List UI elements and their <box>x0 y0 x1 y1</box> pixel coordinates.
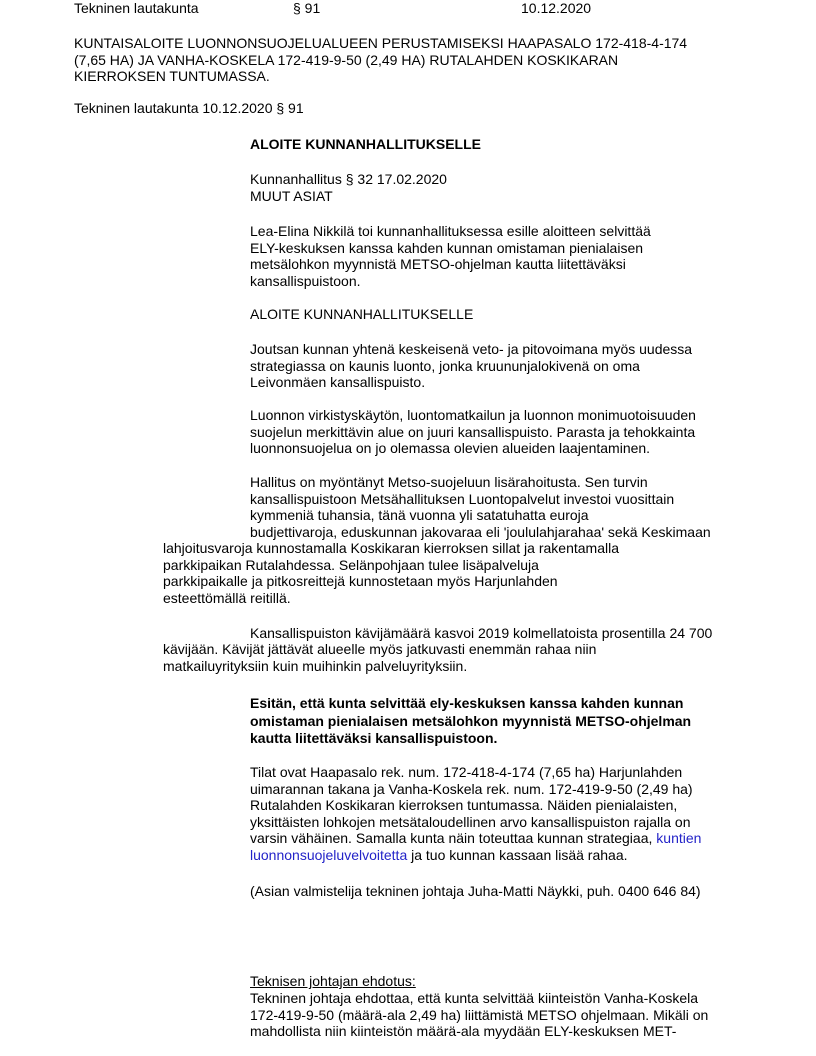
paragraph-3-outdented <box>163 540 619 606</box>
proposal-line: Esitän, että kunta selvittää ely-keskuksen kanssa kahden kunnan <box>250 695 684 711</box>
para4-first-line: Kansallispuiston kävijämäärä kasvoi 2019 kolmellatoista prosentilla 24 700 <box>250 625 713 641</box>
details-line: Tilat ovat Haapasalo rek. num. 172-418-4-174 (7,65 ha) Harjunlahden <box>250 764 683 780</box>
initiative-heading: ALOITE KUNNANHALLITUKSELLE <box>250 136 481 152</box>
intro-line: Lea-Elina Nikkilä toi kunnanhallituksessa esille aloitteen selvittää <box>250 223 651 239</box>
paragraph-4 <box>163 641 596 674</box>
para4-line: matkailuyrityksiin kuin muihinkin palveluyrityksiin. <box>163 657 468 674</box>
details-text: ja tuo kunnan kassaan lisää rahaa. <box>407 846 628 863</box>
intro-line: ELY-keskuksen kanssa kahden kunnan omistaman pienialaisen <box>250 239 644 256</box>
paragraph-3-indented <box>250 474 711 540</box>
title-line: KIERROKSEN TUNTUMASSA. <box>74 68 270 84</box>
para3-line: kymmeniä tuhansia, tänä vuonna yli satatuhatta euroja <box>250 507 589 523</box>
document-title <box>74 35 687 85</box>
para1-line: strategiassa on kaunis luonto, jonka kruununjalokivenä on oma <box>250 357 640 374</box>
paragraph-1 <box>250 341 692 391</box>
para4-line: kävijään. Kävijät jättävät alueelle myös jatkuvasti enemmän rahaa niin <box>163 641 597 657</box>
intro-paragraph <box>250 223 651 289</box>
para3-line: kansallispuistoon Metsähallituksen Luontopalvelut investoi vuosittain <box>250 490 675 507</box>
header-section: § 91 <box>293 0 321 16</box>
paragraph-2 <box>250 407 696 457</box>
header-date: 10.12.2020 <box>521 0 592 16</box>
para2-line: luonnonsuojelua on jo olemassa olevien alueiden laajentaminen. <box>250 440 651 456</box>
para3-line: esteettömällä reitillä. <box>163 589 291 606</box>
proposal-text-line: mahdollista niin kiinteistön määrä-ala myydään ELY-keskuksen MET- <box>250 1023 677 1039</box>
details-line: uimarannan takana ja Vanha-Koskela rek. num. 172-419-9-50 (2,49 ha) <box>250 780 693 797</box>
proposal-line: omistaman pienialaisen metsälohkon myynnistä METSO-ohjelman <box>250 712 692 729</box>
intro-line: kansallispuistoon. <box>250 272 361 289</box>
board-ref-line: MUUT ASIAT <box>250 187 333 204</box>
proposal-text-line: Tekninen johtaja ehdottaa, että kunta selvittää kiinteistön Vanha-Koskela <box>250 990 699 1006</box>
title-line: KUNTAISALOITE LUONNONSUOJELUALUEEN PERUSTAMISEKSI HAAPASALO 172-418-4-174 <box>74 35 688 51</box>
proposal-line: kautta liitettäväksi kansallispuistoon. <box>250 730 498 746</box>
para1-line: Joutsan kunnan yhtenä keskeisenä veto- ja pitovoimana myös uudessa <box>250 341 693 357</box>
para3-line: budjettivaroja, eduskunnan jakovaraa eli 'joululahjarahaa' sekä Keskimaan <box>250 523 711 540</box>
preparer-note: (Asian valmistelija tekninen johtaja Juha-Matti Näykki, puh. 0400 646 84) <box>250 883 701 899</box>
obligation-link[interactable]: luonnonsuojeluvelvoitetta <box>250 846 408 863</box>
details-line: Rutalahden Koskikaran kierroksen tuntumassa. Näiden pienialaisten, <box>250 797 678 813</box>
para1-line: Leivonmäen kansallispuisto. <box>250 374 426 390</box>
obligation-link[interactable]: kuntien <box>656 830 702 846</box>
board-reference <box>250 171 447 204</box>
details-paragraph <box>250 764 701 863</box>
para3-line: Hallitus on myöntänyt Metso-suojeluun lisärahoitusta. Sen turvin <box>250 474 648 490</box>
intro-line: metsälohkon myynnistä METSO-ohjelman kautta liitettäväksi <box>250 256 626 272</box>
details-text: varsin vähäinen. Samalla kunta näin toteuttaa kunnan strategiaa, <box>250 830 657 846</box>
para3-line: parkkipaikalle ja pitkosreittejä kunnostetaan myös Harjunlahden <box>163 573 558 589</box>
board-ref-line: Kunnanhallitus § 32 17.02.2020 <box>250 171 447 187</box>
details-line: yksittäisten lohkojen metsätaloudellinen arvo kansallispuiston rajalla on <box>250 813 691 830</box>
proposal-text-line: 172-419-9-50 (määrä-ala 2,49 ha) liittämistä METSO ohjelmaan. Mikäli on <box>250 1006 709 1023</box>
para3-line: parkkipaikan Rutalahdessa. Selänpohjaan tulee lisäpalveluja <box>163 556 539 573</box>
proposal-heading: Teknisen johtajan ehdotus: <box>250 973 416 989</box>
proposal-text <box>250 990 708 1040</box>
meeting-reference: Tekninen lautakunta 10.12.2020 § 91 <box>74 100 304 116</box>
proposal-paragraph <box>250 695 691 748</box>
details-line <box>250 830 701 847</box>
details-line <box>250 847 701 864</box>
para3-line: lahjoitusvaroja kunnostamalla Koskikaran kierroksen sillat ja rakentamalla <box>163 540 619 556</box>
header-committee: Tekninen lautakunta <box>74 0 199 16</box>
initiative-subheading: ALOITE KUNNANHALLITUKSELLE <box>250 306 474 322</box>
para2-line: suojelun merkittävin alue on juuri kansallispuisto. Parasta ja tehokkainta <box>250 423 696 440</box>
para2-line: Luonnon virkistyskäytön, luontomatkailun ja luonnon monimuotoisuuden <box>250 407 696 423</box>
title-line: (7,65 HA) JA VANHA-KOSKELA 172-419-9-50 (2,49 HA) RUTALAHDEN KOSKIKARAN <box>74 51 619 68</box>
